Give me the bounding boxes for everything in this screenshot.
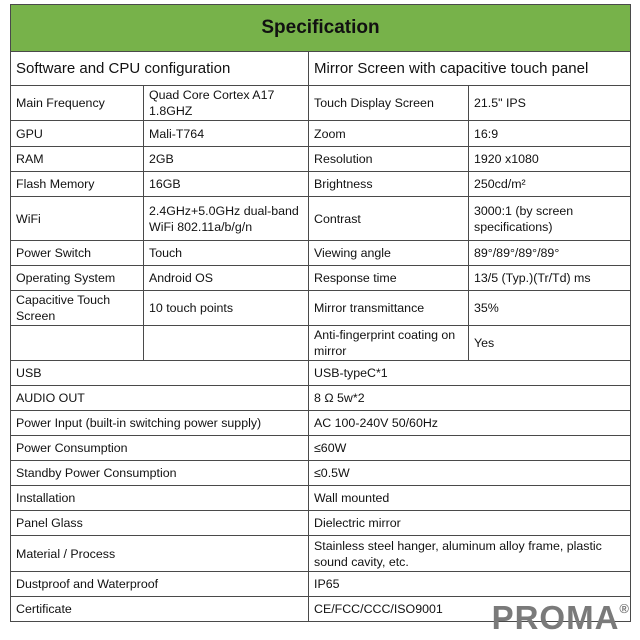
spec-value: 8 Ω 5w*2 bbox=[309, 386, 631, 411]
brand-logo bbox=[492, 593, 630, 638]
left-spec-value: Touch bbox=[144, 241, 309, 266]
left-spec-value: 2.4GHz+5.0GHz dual-band WiFi 802.11a/b/g/n bbox=[144, 197, 309, 241]
spec-value: ≤60W bbox=[309, 436, 631, 461]
spec-row bbox=[11, 326, 631, 361]
right-spec-value: 13/5 (Typ.)(Tr/Td) ms bbox=[469, 266, 631, 291]
spec-label: Standby Power Consumption bbox=[11, 461, 309, 486]
left-spec-label: Operating System bbox=[11, 266, 144, 291]
spec-value: Stainless steel hanger, aluminum alloy frame, plastic sound cavity, etc. bbox=[309, 536, 631, 572]
table-title: Specification bbox=[11, 5, 631, 52]
spec-row bbox=[11, 197, 631, 241]
left-spec-value: 10 touch points bbox=[144, 291, 309, 326]
spec-row bbox=[11, 241, 631, 266]
right-spec-label: Touch Display Screen bbox=[309, 86, 469, 121]
left-spec-value: Mali-T764 bbox=[144, 121, 309, 147]
right-spec-label: Mirror transmittance bbox=[309, 291, 469, 326]
spec-row bbox=[11, 361, 631, 386]
brand-name: PROMA bbox=[491, 599, 620, 636]
spec-value: Wall mounted bbox=[309, 486, 631, 511]
left-section-header: Software and CPU configuration bbox=[11, 52, 309, 86]
title-row bbox=[11, 5, 631, 52]
left-spec-label: GPU bbox=[11, 121, 144, 147]
left-spec-label: WiFi bbox=[11, 197, 144, 241]
right-section-header: Mirror Screen with capacitive touch panel bbox=[309, 52, 631, 86]
spec-row bbox=[11, 461, 631, 486]
spec-row bbox=[11, 121, 631, 147]
spec-label: Power Consumption bbox=[11, 436, 309, 461]
spec-row bbox=[11, 291, 631, 326]
specification-table bbox=[10, 4, 630, 622]
left-spec-value: Quad Core Cortex A17 1.8GHZ bbox=[144, 86, 309, 121]
spec-row bbox=[11, 486, 631, 511]
spec-label: USB bbox=[11, 361, 309, 386]
spec-row bbox=[11, 86, 631, 121]
spec-label: Material / Process bbox=[11, 536, 309, 572]
left-spec-value: Android OS bbox=[144, 266, 309, 291]
spec-value: Dielectric mirror bbox=[309, 511, 631, 536]
right-spec-label: Resolution bbox=[309, 147, 469, 172]
left-spec-label: RAM bbox=[11, 147, 144, 172]
spec-label: Panel Glass bbox=[11, 511, 309, 536]
right-spec-value: 3000:1 (by screen specifications) bbox=[469, 197, 631, 241]
left-spec-value: 2GB bbox=[144, 147, 309, 172]
right-spec-label: Zoom bbox=[309, 121, 469, 147]
left-spec-label: Main Frequency bbox=[11, 86, 144, 121]
right-spec-label: Viewing angle bbox=[309, 241, 469, 266]
spec-label: AUDIO OUT bbox=[11, 386, 309, 411]
spec-row bbox=[11, 386, 631, 411]
spec-label: Certificate bbox=[11, 597, 309, 622]
left-spec-value bbox=[144, 326, 309, 361]
right-spec-value: 1920 x1080 bbox=[469, 147, 631, 172]
spec-row bbox=[11, 536, 631, 572]
left-spec-label bbox=[11, 326, 144, 361]
left-spec-label: Capacitive Touch Screen bbox=[11, 291, 144, 326]
left-spec-label: Flash Memory bbox=[11, 172, 144, 197]
spec-row bbox=[11, 172, 631, 197]
spec-row bbox=[11, 411, 631, 436]
right-spec-value: Yes bbox=[469, 326, 631, 361]
spec-label: Installation bbox=[11, 486, 309, 511]
registered-mark: ® bbox=[619, 601, 630, 616]
right-spec-value: 16:9 bbox=[469, 121, 631, 147]
right-spec-value: 250cd/m² bbox=[469, 172, 631, 197]
right-spec-value: 35% bbox=[469, 291, 631, 326]
spec-row bbox=[11, 511, 631, 536]
left-spec-label: Power Switch bbox=[11, 241, 144, 266]
spec-value: CE/FCC/CCC/ISO9001 bbox=[309, 597, 631, 622]
spec-label: Power Input (built-in switching power supply) bbox=[11, 411, 309, 436]
right-spec-value: 21.5" IPS bbox=[469, 86, 631, 121]
spec-label: Dustproof and Waterproof bbox=[11, 572, 309, 597]
spec-grid bbox=[10, 4, 631, 622]
right-spec-label: Anti-fingerprint coating on mirror bbox=[309, 326, 469, 361]
spec-row bbox=[11, 266, 631, 291]
spec-value: ≤0.5W bbox=[309, 461, 631, 486]
spec-row bbox=[11, 436, 631, 461]
spec-value: IP65 bbox=[309, 572, 631, 597]
section-header-row bbox=[11, 52, 631, 86]
spec-value: AC 100-240V 50/60Hz bbox=[309, 411, 631, 436]
right-spec-label: Contrast bbox=[309, 197, 469, 241]
right-spec-value: 89°/89°/89°/89° bbox=[469, 241, 631, 266]
right-spec-label: Response time bbox=[309, 266, 469, 291]
left-spec-value: 16GB bbox=[144, 172, 309, 197]
spec-value: USB-typeC*1 bbox=[309, 361, 631, 386]
right-spec-label: Brightness bbox=[309, 172, 469, 197]
spec-row bbox=[11, 147, 631, 172]
